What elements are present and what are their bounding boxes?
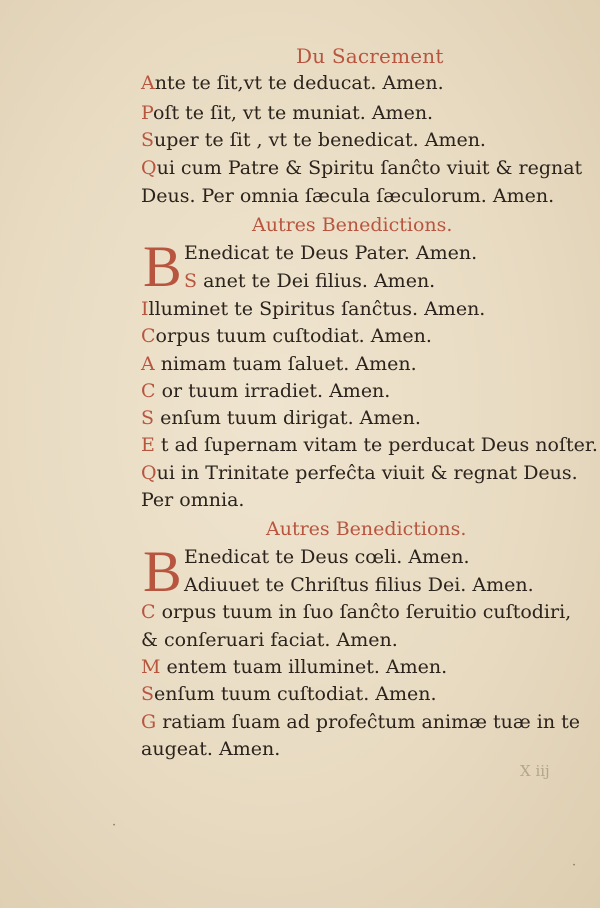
- text-line: [141, 300, 485, 319]
- line-text: Enedicat te Deus Pater. Amen.: [184, 242, 478, 264]
- line-text: lluminet te Spiritus ſanĉtus. Amen.: [148, 298, 486, 320]
- line-text: uper te ſit , vt te benedicat. Amen.: [154, 129, 486, 151]
- red-initial: Q: [141, 157, 157, 179]
- red-initial: I: [141, 298, 149, 320]
- text-line: [184, 548, 470, 567]
- red-initial: S: [141, 407, 155, 429]
- drop-cap: B: [143, 539, 182, 604]
- line-text: augeat. Amen.: [141, 738, 281, 760]
- line-text: oſt te ſit, vt te muniat. Amen.: [153, 102, 434, 124]
- red-initial: P: [141, 102, 154, 124]
- line-text: nimam tuam ſaluet. Amen.: [154, 353, 417, 375]
- text-line: [184, 244, 477, 263]
- signature-mark: X iij: [520, 762, 550, 780]
- text-line: [141, 685, 437, 704]
- line-text: entem tuam illuminet. Amen.: [160, 656, 448, 678]
- text-line: [141, 464, 578, 483]
- red-initial: S: [184, 270, 198, 292]
- ink-speck: ·: [112, 818, 117, 833]
- text-line: [141, 74, 444, 93]
- line-text: & conſeruari faciat. Amen.: [141, 629, 398, 651]
- text-line: [184, 576, 534, 595]
- line-text: Deus. Per omnia ſæcula ſæculorum. Amen.: [141, 185, 555, 207]
- red-initial: E: [141, 434, 155, 456]
- running-head: Du Sacrement: [296, 44, 444, 68]
- text-line: [141, 104, 433, 123]
- red-initial: C: [141, 325, 156, 347]
- red-initial: S: [141, 129, 155, 151]
- line-text: nte te ſit,vt te deducat. Amen.: [154, 72, 444, 94]
- red-initial: C: [141, 601, 156, 623]
- text-line: [141, 740, 280, 759]
- line-text: Adiuuet te Chriſtus filius Dei. Amen.: [184, 574, 534, 596]
- line-text: Per omnia.: [141, 489, 245, 511]
- text-line: [141, 658, 447, 677]
- line-text: ratiam ſuam ad profeĉtum animæ tuæ in te: [156, 711, 581, 733]
- line-text: anet te Dei filius. Amen.: [197, 270, 436, 292]
- section-heading: Autres Benedictions.: [252, 214, 453, 236]
- text-line: [141, 409, 421, 428]
- ink-speck: ·: [572, 858, 577, 873]
- red-initial: A: [141, 72, 155, 94]
- line-text: ui in Trinitate perfeĉta viuit & regnat Deus.: [156, 462, 578, 484]
- text-line: [141, 382, 390, 401]
- text-line: [141, 603, 571, 622]
- text-line: [184, 272, 435, 291]
- red-initial: G: [141, 711, 157, 733]
- red-initial: C: [141, 380, 156, 402]
- text-line: [141, 355, 417, 374]
- line-text: orpus tuum cuſtodiat. Amen.: [155, 325, 432, 347]
- red-initial: Q: [141, 462, 157, 484]
- text-line: [141, 491, 244, 510]
- text-line: [141, 436, 598, 455]
- line-text: t ad ſupernam vitam te perducat Deus noſter.: [154, 434, 598, 456]
- line-text: enſum tuum cuſtodiat. Amen.: [154, 683, 437, 705]
- line-text: enſum tuum dirigat. Amen.: [154, 407, 421, 429]
- section-heading: Autres Benedictions.: [266, 518, 467, 540]
- line-text: orpus tuum in ſuo ſanĉto ſeruitio cuſtodiri,: [155, 601, 572, 623]
- text-line: [141, 187, 554, 206]
- line-text: Enedicat te Deus cœli. Amen.: [184, 546, 470, 568]
- line-text: or tuum irradiet. Amen.: [155, 380, 391, 402]
- text-line: [141, 327, 432, 346]
- drop-cap: B: [143, 234, 182, 299]
- line-text: ui cum Patre & Spiritu ſanĉto viuit & regnat: [156, 157, 583, 179]
- text-line: [141, 159, 582, 178]
- text-line: [141, 631, 398, 650]
- red-initial: S: [141, 683, 155, 705]
- red-initial: A: [141, 353, 155, 375]
- red-initial: M: [141, 656, 161, 678]
- text-line: [141, 713, 580, 732]
- text-line: [141, 131, 486, 150]
